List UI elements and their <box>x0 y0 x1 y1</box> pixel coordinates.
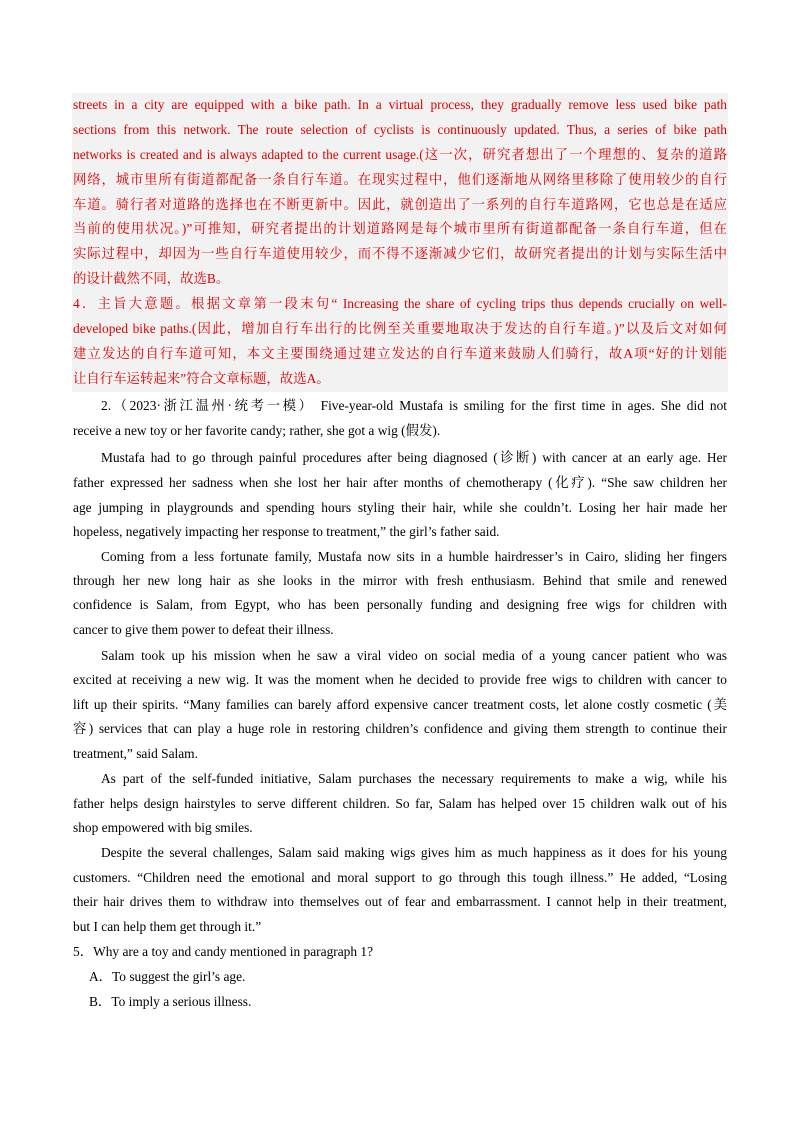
question-stem: 5．Why are a toy and candy mentioned in paragraph 1? <box>73 944 374 959</box>
answer-line: 4．主旨大意题。根据文章第一段末句“ Increasing the share of cycling trips thus depends crucially on well- <box>73 296 727 311</box>
passage-line: hopeless, negatively impacting her response to treatment,” the girl’s father said. <box>73 524 500 539</box>
answer-line: 让自行车运转起来”符合文章标题，故选A。 <box>73 371 330 386</box>
answer-line: sections from this network. The route selection of cyclists is continuously updated. Thus, a series of bike path <box>73 122 727 137</box>
passage-line: Salam took up his mission when he saw a viral video on social media of a young cancer patient who was <box>101 648 727 663</box>
passage-line: Despite the several challenges, Salam said making wigs gives him as much happiness as it does for his young <box>101 845 727 860</box>
answer-line: 车道。骑行者对道路的选择也在不断更新中。因此，就创造出了一系列的自行车道路网，它也总是在适应 <box>73 197 727 212</box>
answer-option-b: B．To imply a serious illness. <box>89 994 252 1009</box>
passage-line: treatment,” said Salam. <box>73 746 198 761</box>
passage-line: but I can help them get through it.” <box>73 919 262 934</box>
passage-line: father helps design hairstyles to serve different children. So far, Salam has helped over 15 children walk out of his <box>73 796 727 811</box>
answer-line: developed bike paths.(因此，增加自行车出行的比例至关重要地取决于发达的自行车道。)”以及后文对如何 <box>73 321 727 336</box>
passage-line: age jumping in playgrounds and spending hours styling their hair, while she couldn’t. Losing her hair made her <box>73 500 727 515</box>
passage-line: receive a new toy or her favorite candy; rather, she got a wig (假发). <box>73 423 441 438</box>
passage-line: through her new long hair as she looks in the mirror with fresh enthusiasm. Behind that smile and renewed <box>73 573 727 588</box>
passage-line: As part of the self-funded initiative, Salam purchases the necessary requirements to make a wig, while his <box>101 771 727 786</box>
answer-line: streets in a city are equipped with a bike path. In a virtual process, they gradually remove less used bike path <box>73 97 727 112</box>
answer-line: 实际过程中，却因为一些自行车道使用较少，而不得不逐渐减少它们，故研究者提出的计划与实际生活中 <box>73 246 727 261</box>
passage-line: excited at receiving a new wig. It was the moment when he decided to provide free wigs to children with cancer to <box>73 672 727 687</box>
passage-line: Coming from a less fortunate family, Mustafa now sits in a humble hairdresser’s in Cairo, sliding her fingers <box>101 549 727 564</box>
passage-line: their hair drives them to withdraw into themselves out of fear and embarrassment. I cannot help in their treatment, <box>73 894 727 909</box>
passage-line: shop empowered with big smiles. <box>73 820 253 835</box>
passage-line: cancer to give them power to defeat their illness. <box>73 622 334 637</box>
passage-line: 容) services that can play a huge role in restoring children’s confidence and giving them strength to continue their <box>73 721 727 736</box>
passage-line: confidence is Salam, from Egypt, who has been personally funding and designing free wigs for children with <box>73 597 727 612</box>
passage-line: 2.（2023·浙江温州·统考一模） Five-year-old Mustafa is smiling for the first time in ages. She did not <box>101 398 727 413</box>
answer-line: networks is created and is always adapted to the current usage.(这一次，研究者想出了一个理想的、复杂的道路 <box>73 147 727 162</box>
answer-line: 当前的使用状况。)”可推知，研究者提出的计划道路网是每个城市里所有街道都配备一条自行车道，但在 <box>73 221 727 236</box>
answer-line: 网络，城市里所有街道都配备一条自行车道。在现实过程中，他们逐渐地从网络里移除了使用较少的自行 <box>73 172 727 187</box>
passage-line: Mustafa had to go through painful procedures after being diagnosed (诊断) with cancer at an early age. Her <box>101 450 727 465</box>
answer-option-a: A．To suggest the girl’s age. <box>89 969 246 984</box>
answer-line: 建立发达的自行车道可知，本文主要围绕通过建立发达的自行车道来鼓励人们骑行，故A项“好的计划能 <box>73 346 727 361</box>
passage-line: father expressed her sadness when she lost her hair after months of chemotherapy (化疗). “She saw children her <box>73 475 727 490</box>
passage-line: lift up their spirits. “Many families can barely afford expensive cancer treatment costs, let alone costly cosmetic (美 <box>73 697 727 712</box>
answer-line: 的设计截然不同，故选B。 <box>73 271 230 286</box>
passage-line: customers. “Children need the emotional and moral support to go through this tough illness.” He added, “Losing <box>73 870 727 885</box>
